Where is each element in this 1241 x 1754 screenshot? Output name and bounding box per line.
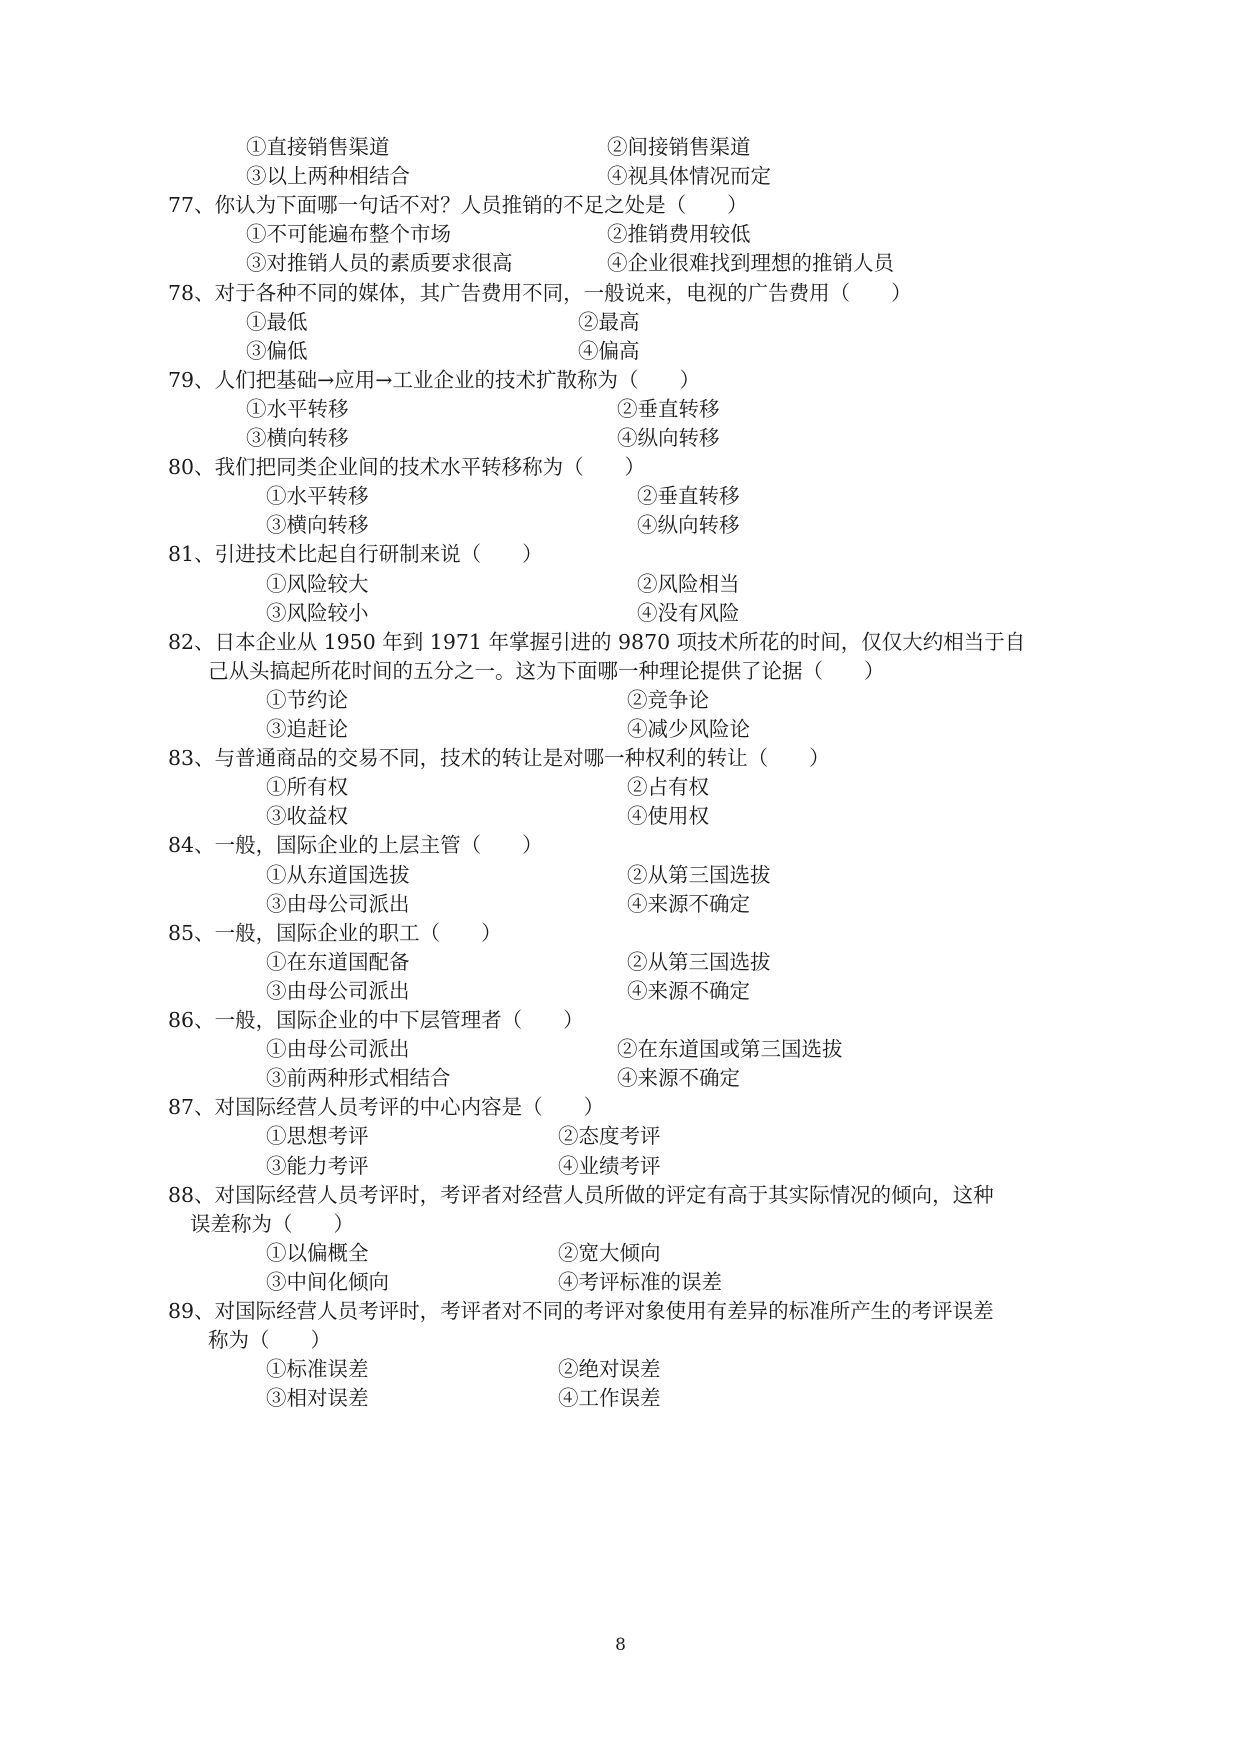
option-item: ②间接销售渠道: [607, 135, 751, 159]
option-item: ③追赶论: [266, 717, 348, 741]
question-stem: 85、一般，国际企业的职工（ ）: [168, 920, 502, 945]
question-stem-continuation: 己从头搞起所花时间的五分之一。这为下面哪一种理论提供了论据（ ）: [208, 658, 885, 683]
option-item: ①从东道国选拔: [266, 862, 410, 887]
question-stem: 82、日本企业从 1950 年到 1971 年掌握引进的 9870 项技术所花的时间，仅仅大约相当于自: [168, 629, 1026, 654]
option-item: ①思想考评: [266, 1124, 369, 1149]
option-item: ①不可能遍布整个市场: [246, 222, 451, 247]
option-item: ②在东道国或第三国选拔: [617, 1037, 843, 1062]
option-item: ①所有权: [266, 775, 348, 800]
question-stem: 83、与普通商品的交易不同，技术的转让是对哪一种权利的转让（ ）: [168, 746, 830, 771]
option-item: ②推销费用较低: [607, 222, 751, 247]
option-item: ①标准误差: [266, 1357, 369, 1382]
option-item: ①水平转移: [246, 396, 349, 421]
question-stem-continuation: 称为（ ）: [208, 1328, 331, 1353]
option-item: ②从第三国选拔: [627, 862, 771, 887]
option-item: ④减少风险论: [627, 717, 750, 741]
option-item: ④来源不确定: [617, 1066, 740, 1091]
option-item: ②宽大倾向: [558, 1240, 661, 1265]
option-item: ①水平转移: [266, 484, 369, 509]
option-item: ②态度考评: [558, 1124, 661, 1149]
option-item: ②垂直转移: [637, 484, 740, 509]
option-item: ①以偏概全: [266, 1240, 369, 1265]
question-stem: 77、你认为下面哪一句话不对？人员推销的不足之处是（ ）: [168, 193, 748, 218]
option-item: ④没有风险: [637, 600, 740, 625]
option-item: ③对推销人员的素质要求很高: [246, 251, 513, 276]
option-item: ①风险较大: [266, 571, 369, 596]
option-item: ④偏高: [578, 338, 640, 363]
option-item: ③收益权: [266, 804, 348, 829]
option-item: ④考评标准的误差: [558, 1269, 722, 1294]
option-item: ②风险相当: [637, 571, 740, 596]
option-item: ②垂直转移: [617, 396, 720, 421]
option-item: ③偏低: [246, 338, 308, 363]
option-item: ②竞争论: [627, 687, 709, 712]
question-stem: 89、对国际经营人员考评时，考评者对不同的考评对象使用有差异的标准所产生的考评误差: [168, 1299, 994, 1323]
option-item: ②占有权: [627, 775, 709, 800]
option-item: ③由母公司派出: [266, 978, 410, 1003]
question-stem: 86、一般，国际企业的中下层管理者（ ）: [168, 1008, 584, 1032]
option-item: ③中间化倾向: [266, 1269, 389, 1294]
question-stem: 87、对国际经营人员考评的中心内容是（ ）: [168, 1095, 605, 1120]
option-item: ②最高: [578, 309, 640, 334]
question-stem: 80、我们把同类企业间的技术水平转移称为（ ）: [168, 455, 646, 480]
option-item: ④视具体情况而定: [607, 164, 771, 189]
option-item: ④业绩考评: [558, 1153, 661, 1178]
question-stem: 88、对国际经营人员考评时，考评者对经营人员所做的评定有高于其实际情况的倾向，这种: [168, 1182, 994, 1207]
option-item: ④来源不确定: [627, 978, 750, 1003]
option-item: ③相对误差: [266, 1386, 369, 1411]
option-item: ②绝对误差: [558, 1357, 661, 1382]
option-item: ①节约论: [266, 687, 348, 712]
question-stem-continuation: 误差称为（ ）: [190, 1211, 354, 1236]
option-item: ③横向转移: [266, 513, 369, 538]
option-item: ③前两种形式相结合: [266, 1066, 451, 1091]
option-item: ④纵向转移: [637, 513, 740, 538]
option-item: ③能力考评: [266, 1153, 369, 1178]
option-item: ④企业很难找到理想的推销人员: [607, 251, 894, 276]
option-item: ④工作误差: [558, 1386, 661, 1411]
option-item: ③风险较小: [266, 600, 369, 625]
option-item: ③以上两种相结合: [246, 164, 410, 189]
option-item: ④来源不确定: [627, 891, 750, 916]
option-item: ④使用权: [627, 804, 709, 829]
page-number: 8: [615, 1635, 626, 1655]
option-item: ①最低: [246, 309, 308, 334]
option-item: ③横向转移: [246, 426, 349, 450]
option-item: ②从第三国选拔: [627, 949, 771, 974]
question-stem: 84、一般，国际企业的上层主管（ ）: [168, 833, 543, 858]
option-item: ①在东道国配备: [266, 949, 410, 974]
option-item: ①由母公司派出: [266, 1037, 410, 1062]
option-item: ③由母公司派出: [266, 891, 410, 916]
option-item: ④纵向转移: [617, 426, 720, 450]
question-stem: 78、对于各种不同的媒体，其广告费用不同，一般说来，电视的广告费用（ ）: [168, 280, 912, 305]
question-stem: 81、引进技术比起自行研制来说（ ）: [168, 542, 543, 567]
option-item: ①直接销售渠道: [246, 135, 390, 159]
question-stem: 79、人们把基础→应用→工业企业的技术扩散称为（ ）: [168, 367, 700, 392]
